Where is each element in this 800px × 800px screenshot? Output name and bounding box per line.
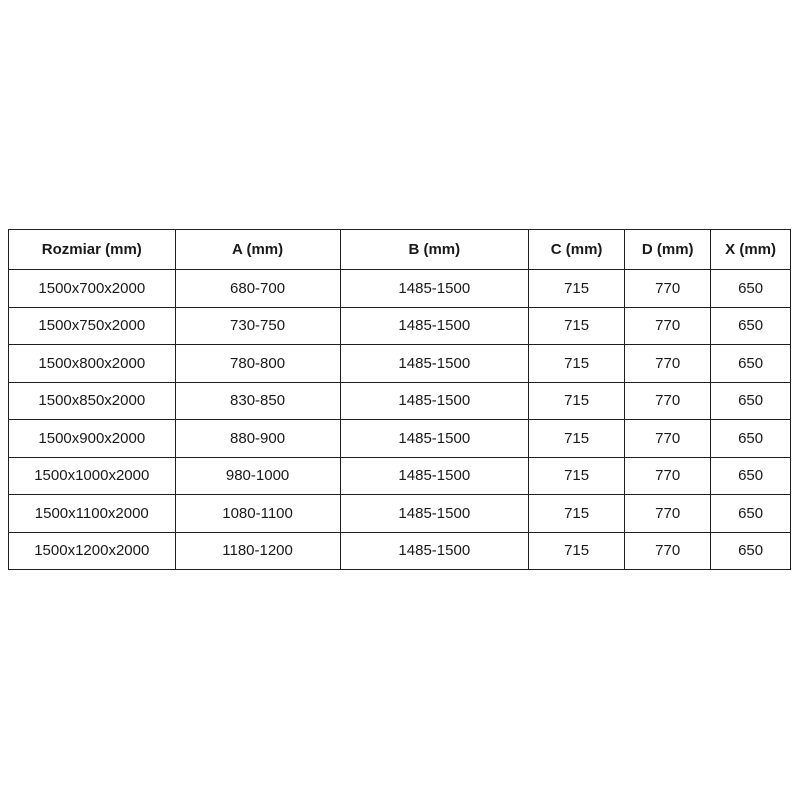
table-cell: 650 [711, 345, 791, 383]
table-cell: 770 [625, 457, 711, 495]
table-cell: 715 [529, 420, 625, 458]
table-cell: 1500x1100x2000 [9, 495, 176, 533]
table-cell: 715 [529, 270, 625, 308]
table-cell: 770 [625, 382, 711, 420]
header-row [9, 230, 791, 270]
table-cell: 880-900 [175, 420, 340, 458]
column-header-x: X (mm) [711, 230, 791, 270]
table-cell: 650 [711, 382, 791, 420]
dimensions-table [8, 229, 791, 570]
table-row [9, 270, 791, 308]
table-cell: 1180-1200 [175, 532, 340, 570]
table-cell: 1500x1000x2000 [9, 457, 176, 495]
table-cell: 1485-1500 [340, 532, 528, 570]
table-cell: 650 [711, 532, 791, 570]
table-row [9, 420, 791, 458]
table-row [9, 307, 791, 345]
table-cell: 715 [529, 495, 625, 533]
table-cell: 770 [625, 270, 711, 308]
table-cell: 770 [625, 345, 711, 383]
table-cell: 780-800 [175, 345, 340, 383]
table-cell: 1485-1500 [340, 307, 528, 345]
table-row [9, 532, 791, 570]
table-cell: 1500x1200x2000 [9, 532, 176, 570]
table-cell: 1485-1500 [340, 270, 528, 308]
table-cell: 650 [711, 420, 791, 458]
table-cell: 770 [625, 532, 711, 570]
table-cell: 1485-1500 [340, 495, 528, 533]
table-cell: 1500x750x2000 [9, 307, 176, 345]
table-cell: 1485-1500 [340, 457, 528, 495]
table-cell: 1500x700x2000 [9, 270, 176, 308]
table-cell: 1500x800x2000 [9, 345, 176, 383]
table-header [9, 230, 791, 270]
table-cell: 715 [529, 307, 625, 345]
table-row [9, 345, 791, 383]
table-row [9, 457, 791, 495]
column-header-rozmiar: Rozmiar (mm) [9, 230, 176, 270]
table-cell: 1500x900x2000 [9, 420, 176, 458]
table-cell: 1080-1100 [175, 495, 340, 533]
table-cell: 730-750 [175, 307, 340, 345]
table-body [9, 270, 791, 570]
table-cell: 650 [711, 457, 791, 495]
table-cell: 1485-1500 [340, 382, 528, 420]
column-header-a: A (mm) [175, 230, 340, 270]
table-cell: 650 [711, 307, 791, 345]
column-header-c: C (mm) [529, 230, 625, 270]
table-cell: 1485-1500 [340, 420, 528, 458]
table-row [9, 495, 791, 533]
table-cell: 715 [529, 457, 625, 495]
table-cell: 715 [529, 532, 625, 570]
table-cell: 650 [711, 270, 791, 308]
table-row [9, 382, 791, 420]
table-cell: 650 [711, 495, 791, 533]
table-cell: 715 [529, 345, 625, 383]
table-cell: 770 [625, 420, 711, 458]
table-cell: 980-1000 [175, 457, 340, 495]
table-cell: 770 [625, 495, 711, 533]
table-cell: 1485-1500 [340, 345, 528, 383]
table-cell: 830-850 [175, 382, 340, 420]
column-header-b: B (mm) [340, 230, 528, 270]
table-cell: 680-700 [175, 270, 340, 308]
table-cell: 715 [529, 382, 625, 420]
table-cell: 1500x850x2000 [9, 382, 176, 420]
table-cell: 770 [625, 307, 711, 345]
column-header-d: D (mm) [625, 230, 711, 270]
